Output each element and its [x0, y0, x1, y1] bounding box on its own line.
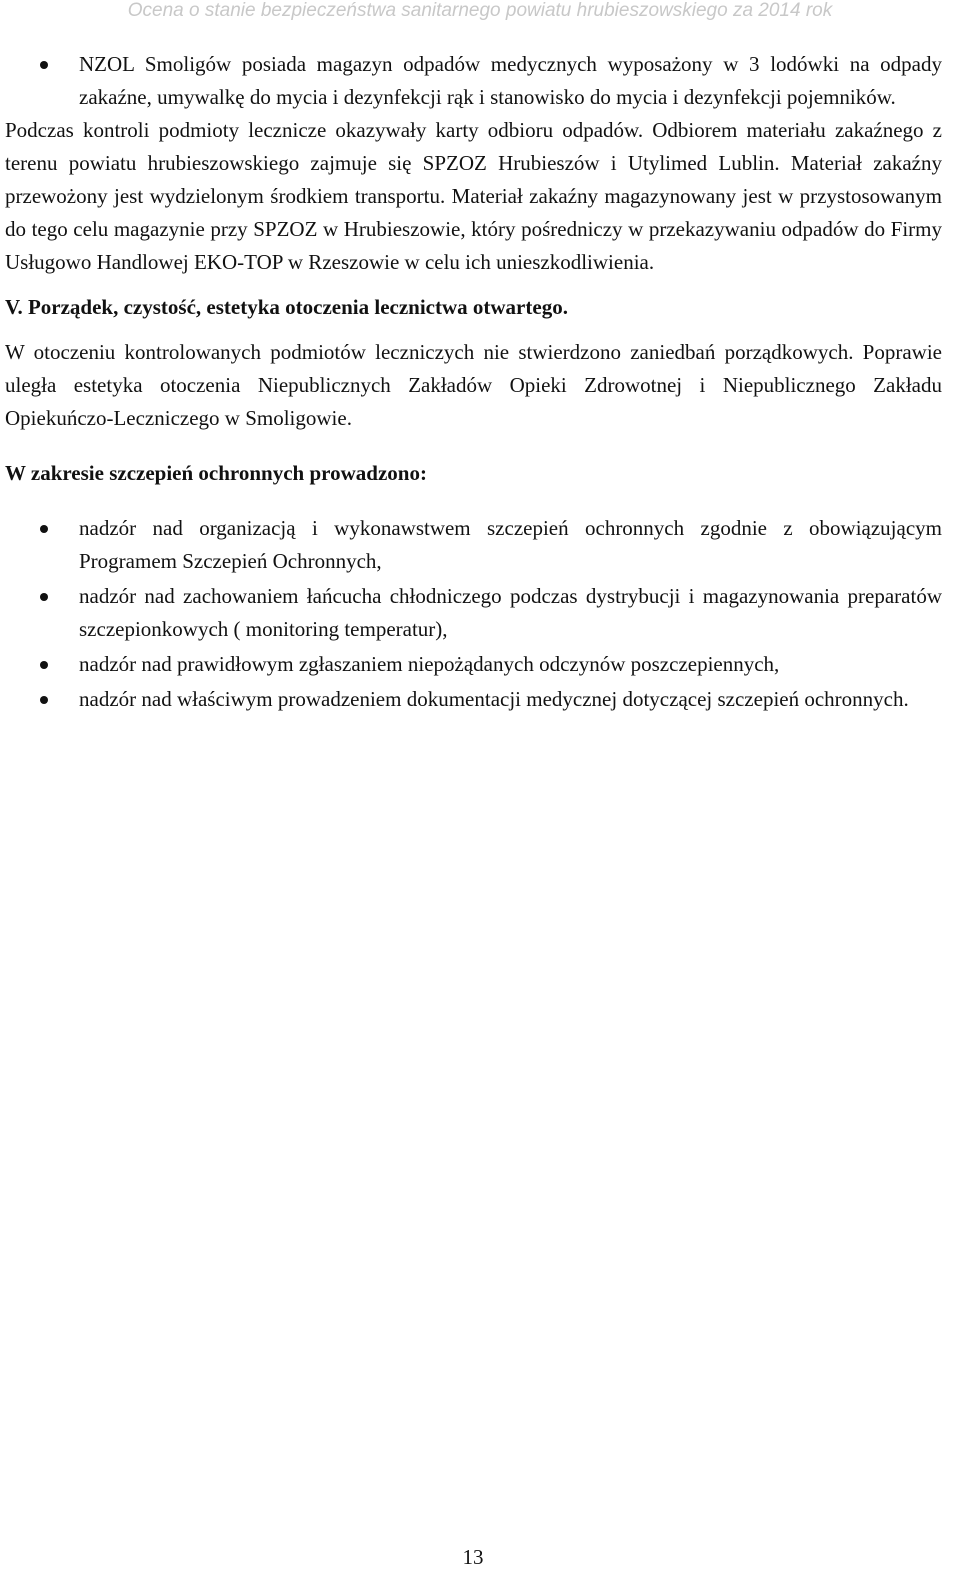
list-item: nadzór nad organizacją i wykonawstwem szczepień ochronnych zgodnie z obowiązującym Programem Szczepień Ochronnych,	[5, 512, 942, 578]
section-v-paragraph: W otoczeniu kontrolowanych podmiotów leczniczych nie stwierdzono zaniedbań porządkowych. Poprawie uległa estetyka otoczenia Niepublicznych Zakładów Opieki Zdrowotnej i Niepublicznego Zakładu Opiekuńczo-Leczniczego w Smoligowie.	[5, 340, 942, 430]
vaccination-list	[5, 512, 942, 716]
vaccination-heading: W zakresie szczepień ochronnych prowadzono:	[5, 461, 427, 485]
list-item: nadzór nad właściwym prowadzeniem dokumentacji medycznej dotyczącej szczepień ochronnych.	[5, 683, 942, 716]
list-item: NZOL Smoligów posiada magazyn odpadów medycznych wyposażony w 3 lodówki na odpady zakaźne, umywalkę do mycia i dezynfekcji rąk i stanowisko do mycia i dezynfekcji pojemników.	[5, 48, 942, 114]
section-v-heading: V. Porządek, czystość, estetyka otoczenia lecznictwa otwartego.	[5, 295, 568, 319]
waste-collection-paragraph: Podczas kontroli podmioty lecznicze okazywały karty odbioru odpadów. Odbiorem materiału zakaźnego z terenu powiatu hrubieszowskiego zajmuje się SPZOZ Hrubieszów i Utylimed Lublin. Materiał zakaźny przewożony jest wydzielonym środkiem transportu. Materiał zakaźny magazynowany jest w przystosowanym do tego celu magazynie przy SPZOZ w Hrubieszowie, który pośredniczy w przekazywaniu odpadów do Firmy Usługowo Handlowej EKO-TOP w Rzeszowie w celu ich unieszkodliwienia.	[5, 118, 942, 274]
waste-storage-list	[5, 48, 942, 114]
page-number: 13	[462, 1545, 484, 1569]
list-item: nadzór nad zachowaniem łańcucha chłodniczego podczas dystrybucji i magazynowania preparatów szczepionkowych ( monitoring temperatur),	[5, 580, 942, 646]
running-header: Ocena o stanie bezpieczeństwa sanitarnego powiatu hrubieszowskiego za 2014 rok	[127, 0, 833, 21]
list-item: nadzór nad prawidłowym zgłaszaniem niepożądanych odczynów poszczepiennych,	[5, 648, 942, 681]
document-body	[5, 48, 942, 718]
